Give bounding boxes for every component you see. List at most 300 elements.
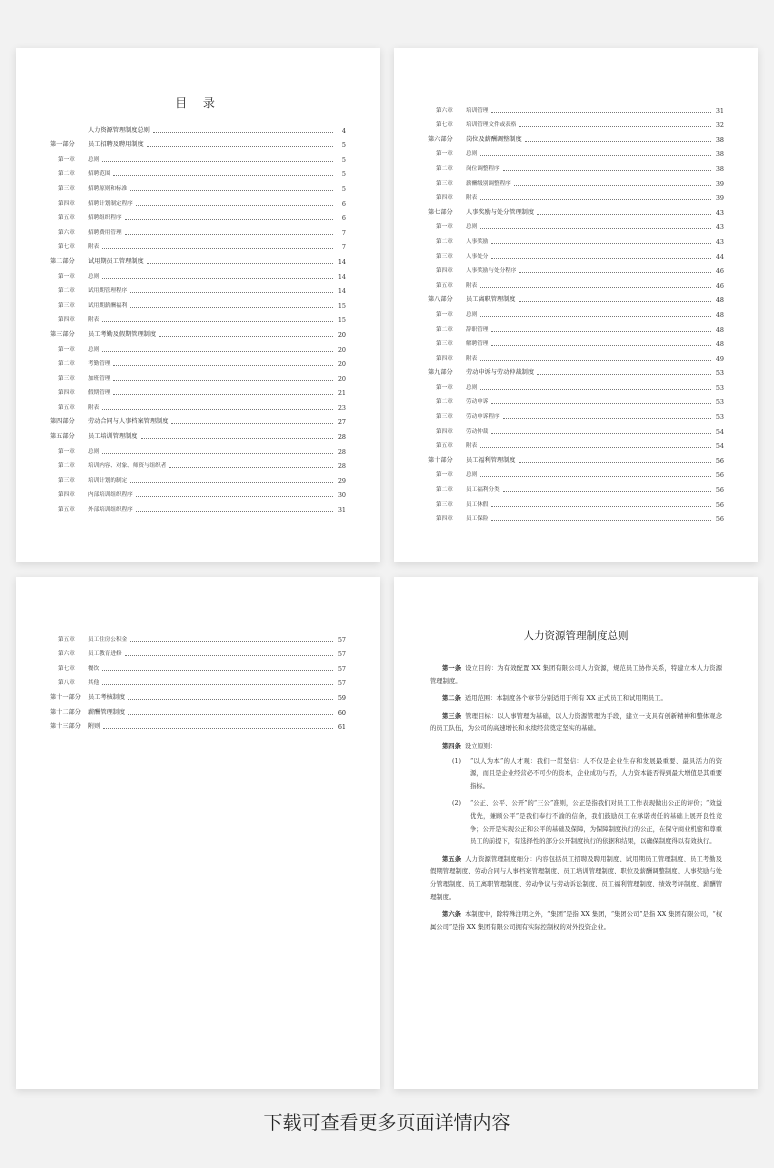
toc-leader-dots	[136, 205, 333, 206]
toc-entry-title: 考勤管理	[88, 361, 111, 368]
toc-entry-title: 劳动申诉程序	[466, 414, 500, 421]
toc-entry-number: 第二章	[58, 288, 75, 295]
toc-entry-title: 总则	[88, 156, 100, 163]
toc-entry-title: 劳动申诉	[466, 399, 489, 406]
toc-entry-number: 第二章	[436, 326, 453, 333]
toc-leader-dots	[136, 511, 333, 512]
toc-entry[interactable]	[50, 149, 346, 164]
toc-leader-dots	[102, 409, 333, 410]
article-2	[430, 693, 722, 706]
article-text: 设立原则：	[464, 742, 497, 750]
toc-page-number: 31	[715, 106, 724, 115]
toc-page-number: 6	[341, 199, 346, 208]
toc-entry-number: 第一章	[58, 156, 75, 163]
toc-page-number: 46	[715, 267, 724, 276]
toc-entry-title: 人事奖励与处分管理制度	[466, 208, 535, 216]
toc-entry-number: 第二章	[436, 487, 453, 494]
document-title: 人力资源管理制度总则	[523, 630, 629, 642]
toc-entry[interactable]	[428, 217, 724, 232]
toc-leader-dots	[514, 185, 711, 186]
toc-entry-title: 人事奖励与处分程序	[466, 268, 517, 275]
toc-page-number: 20	[337, 345, 346, 354]
toc-page-number: 27	[337, 418, 346, 427]
toc-entry[interactable]	[50, 673, 346, 688]
toc-entry-number: 第七部分	[428, 208, 453, 216]
toc-leader-dots	[102, 278, 333, 279]
article-label: 第五条	[442, 855, 462, 863]
toc-page-number: 5	[341, 141, 346, 150]
toc-entry-title: 总则	[466, 472, 478, 479]
item-number: (2)	[452, 800, 461, 808]
toc-entry-number: 第四章	[436, 268, 453, 275]
toc-page-number: 23	[337, 403, 346, 412]
toc-entry[interactable]	[428, 377, 724, 392]
toc-leader-dots	[102, 670, 333, 671]
toc-leader-dots	[102, 321, 333, 322]
toc-entry[interactable]	[428, 304, 724, 319]
toc-entry-number: 第五章	[436, 282, 453, 289]
toc-entry-number: 第二章	[436, 165, 453, 172]
toc-leader-dots	[102, 351, 333, 352]
toc-leader-dots	[113, 380, 333, 381]
toc-leader-dots	[480, 476, 711, 477]
toc-page-number: 48	[715, 310, 724, 319]
toc-entry[interactable]	[50, 251, 346, 266]
toc-entry[interactable]	[50, 208, 346, 223]
toc-entry-title: 附表	[88, 404, 100, 411]
toc-leader-dots	[480, 360, 711, 361]
toc-entry[interactable]	[428, 348, 724, 363]
toc-leader-dots	[537, 214, 711, 215]
toc-entry-number: 第三部分	[50, 330, 75, 338]
toc-entry[interactable]	[428, 188, 724, 203]
toc-entry-number: 第八章	[58, 680, 75, 687]
toc-entry-number: 第一章	[58, 346, 75, 353]
toc-page-number: 38	[715, 150, 724, 159]
toc-entry-title: 培训计划的制定	[88, 477, 128, 484]
toc-leader-dots	[128, 714, 333, 715]
item-text: “以人为本”的人才观：我们一贯坚信：人不仅是企业生存和发展最重要、最具活力的资源，而且是企业经营必不可少的资本，企业成功与否，人力资本能否得到最大增值是其重要指标。	[470, 757, 722, 790]
toc-leader-dots	[113, 394, 333, 395]
toc-entry[interactable]	[428, 509, 724, 524]
toc-entry-number: 第六章	[58, 651, 75, 658]
toc-entry-title: 餐饮	[88, 665, 100, 672]
toc-page-number: 20	[337, 330, 346, 339]
toc-page-number: 39	[715, 179, 724, 188]
toc-entry[interactable]	[50, 266, 346, 281]
toc-page-2	[394, 48, 758, 562]
toc-entry-number: 第五章	[58, 404, 75, 411]
toc-entry[interactable]	[428, 202, 724, 217]
toc-entry-title: 招聘范围	[88, 171, 111, 178]
toc-leader-dots	[480, 389, 711, 390]
toc-leader-dots	[102, 453, 333, 454]
toc-entry[interactable]	[428, 392, 724, 407]
toc-page-3	[16, 577, 380, 1089]
toc-leader-dots	[102, 161, 333, 162]
toc-entry-title: 总则	[88, 448, 100, 455]
toc-page-number: 56	[715, 486, 724, 495]
toc-leader-dots	[503, 491, 711, 492]
toc-entry[interactable]	[50, 644, 346, 659]
toc-entry-number: 第三章	[58, 302, 75, 309]
toc-entry-number: 第一章	[58, 273, 75, 280]
toc-leader-dots	[480, 287, 711, 288]
toc-entry-title: 总则	[466, 384, 478, 391]
toc-list-page-3	[50, 629, 346, 731]
toc-leader-dots	[125, 655, 333, 656]
toc-leader-dots	[480, 316, 711, 317]
toc-entry[interactable]	[428, 129, 724, 144]
toc-entry-title: 外部培训组织程序	[88, 507, 133, 514]
toc-page-number: 56	[715, 500, 724, 509]
toc-page-number: 54	[715, 427, 724, 436]
toc-entry[interactable]	[50, 426, 346, 441]
toc-entry-title: 总则	[88, 346, 100, 353]
toc-entry-title: 员工休假	[466, 501, 489, 508]
toc-entry[interactable]	[428, 144, 724, 159]
toc-entry[interactable]	[50, 164, 346, 179]
toc-leader-dots	[491, 112, 711, 113]
toc-entry-number: 第三章	[58, 477, 75, 484]
toc-entry-number: 第四章	[436, 516, 453, 523]
toc-entry-number: 第三章	[436, 414, 453, 421]
toc-leader-dots	[519, 301, 712, 302]
toc-entry-title: 劳动申诉与劳动仲裁制度	[466, 369, 535, 377]
toc-entry-number: 第二章	[58, 361, 75, 368]
article-1	[430, 663, 722, 688]
toc-page-1	[16, 48, 380, 562]
toc-page-number: 20	[337, 374, 346, 383]
toc-leader-dots	[491, 520, 711, 521]
toc-page-number: 43	[715, 208, 724, 217]
toc-leader-dots	[141, 438, 334, 439]
toc-page-number: 61	[337, 723, 346, 732]
toc-entry-title: 招聘计划制定程序	[88, 200, 133, 207]
toc-page-number: 43	[715, 237, 724, 246]
toc-entry-number: 第一部分	[50, 141, 75, 149]
toc-leader-dots	[128, 699, 333, 700]
toc-page-number: 39	[715, 194, 724, 203]
toc-page-number: 57	[337, 650, 346, 659]
toc-page-number: 14	[337, 272, 346, 281]
toc-page-number: 4	[341, 126, 346, 135]
toc-entry[interactable]	[428, 465, 724, 480]
toc-entry-title: 附表	[466, 443, 478, 450]
toc-entry[interactable]	[50, 441, 346, 456]
toc-page-number: 57	[337, 664, 346, 673]
toc-leader-dots	[103, 728, 333, 729]
toc-leader-dots	[480, 447, 711, 448]
toc-entry-title: 加班管理	[88, 375, 111, 382]
article-label: 第四条	[442, 742, 461, 750]
toc-entry-title: 招聘费用管理	[88, 229, 122, 236]
toc-entry-title: 总则	[466, 151, 478, 158]
toc-page-number: 32	[715, 121, 724, 130]
toc-leader-dots	[171, 423, 333, 424]
article-6	[430, 909, 722, 934]
toc-leader-dots	[491, 243, 711, 244]
toc-entry[interactable]	[50, 470, 346, 485]
toc-entry-title: 岗位及薪酬调整制度	[466, 135, 522, 143]
toc-entry[interactable]	[50, 412, 346, 427]
toc-entry-number: 第四章	[436, 355, 453, 362]
toc-entry[interactable]	[50, 310, 346, 325]
toc-entry[interactable]	[50, 383, 346, 398]
toc-entry[interactable]	[428, 158, 724, 173]
toc-entry-title: 员工保险	[466, 516, 489, 523]
toc-entry-number: 第六章	[436, 107, 453, 114]
toc-leader-dots	[503, 170, 711, 171]
toc-entry[interactable]	[50, 178, 346, 193]
toc-entry-number: 第六部分	[428, 135, 453, 143]
toc-page-number: 7	[341, 228, 346, 237]
toc-entry[interactable]	[50, 193, 346, 208]
toc-leader-dots	[102, 684, 333, 685]
toc-entry[interactable]	[50, 456, 346, 471]
toc-page-number: 15	[337, 316, 346, 325]
toc-entry-title: 薪酬管理制度	[88, 708, 126, 716]
toc-leader-dots	[130, 292, 333, 293]
toc-entry[interactable]	[50, 281, 346, 296]
toc-leader-dots	[491, 345, 711, 346]
article-5	[430, 854, 722, 904]
toc-page-number: 46	[715, 281, 724, 290]
toc-entry-number: 第五章	[58, 215, 75, 222]
toc-leader-dots	[136, 496, 333, 497]
toc-entry[interactable]	[428, 290, 724, 305]
toc-entry[interactable]	[50, 397, 346, 412]
toc-leader-dots	[491, 403, 711, 404]
document-page-general-rules	[394, 577, 758, 1089]
toc-entry-title: 培训管理	[466, 107, 489, 114]
toc-entry[interactable]	[50, 237, 346, 252]
toc-entry-number: 第七章	[58, 244, 75, 251]
toc-entry-title: 人事处分	[466, 253, 489, 260]
toc-page-number: 48	[715, 296, 724, 305]
toc-entry[interactable]	[50, 629, 346, 644]
toc-entry[interactable]	[50, 499, 346, 514]
toc-page-number: 38	[715, 164, 724, 173]
toc-entry-title: 内部培训组织程序	[88, 492, 133, 499]
toc-page-number: 53	[715, 398, 724, 407]
toc-entry[interactable]	[50, 339, 346, 354]
toc-entry-title: 培训内容、对象、师资与组织者	[88, 463, 167, 470]
toc-entry-number: 第三章	[58, 185, 75, 192]
toc-entry-title: 劳动仲裁	[466, 428, 489, 435]
toc-entry-title: 员工住房公积金	[88, 636, 128, 643]
toc-entry[interactable]	[428, 231, 724, 246]
toc-page-number: 14	[337, 287, 346, 296]
toc-entry[interactable]	[50, 324, 346, 339]
toc-entry-number: 第一章	[58, 448, 75, 455]
toc-page-number: 30	[337, 491, 346, 500]
toc-entry-number: 第五章	[58, 507, 75, 514]
principle-item-2	[452, 798, 722, 848]
toc-leader-dots	[491, 331, 711, 332]
toc-entry[interactable]	[50, 295, 346, 310]
toc-entry[interactable]	[50, 222, 346, 237]
toc-page-number: 5	[341, 184, 346, 193]
toc-entry[interactable]	[428, 319, 724, 334]
toc-entry-number: 第四章	[58, 390, 75, 397]
toc-entry-title: 附表	[88, 317, 100, 324]
toc-entry-title: 辞职管理	[466, 326, 489, 333]
toc-entry-title: 招聘组织程序	[88, 215, 122, 222]
toc-leader-dots	[130, 307, 333, 308]
toc-page-number: 28	[337, 433, 346, 442]
toc-page-number: 49	[715, 354, 724, 363]
toc-entry-number: 第十二部分	[50, 708, 81, 716]
toc-page-number: 56	[715, 471, 724, 480]
article-label: 第二条	[442, 695, 461, 703]
toc-leader-dots	[519, 126, 711, 127]
toc-leader-dots	[147, 146, 333, 147]
toc-entry[interactable]	[50, 135, 346, 150]
toc-page-number: 54	[715, 442, 724, 451]
toc-entry-number: 第四章	[436, 195, 453, 202]
toc-page-number: 7	[341, 243, 346, 252]
article-4	[430, 741, 722, 754]
toc-entry-number: 第二章	[436, 399, 453, 406]
toc-leader-dots	[153, 132, 333, 133]
toc-entry-number: 第三章	[436, 501, 453, 508]
toc-entry[interactable]	[50, 702, 346, 717]
toc-entry[interactable]	[50, 717, 346, 732]
toc-leader-dots	[480, 155, 711, 156]
toc-page-number: 56	[715, 515, 724, 524]
toc-entry-title: 薪酬级别调整程序	[466, 180, 511, 187]
toc-leader-dots	[113, 365, 333, 366]
toc-page-number: 5	[341, 155, 346, 164]
toc-entry-number: 第五部分	[50, 433, 75, 441]
toc-entry-number: 第八部分	[428, 296, 453, 304]
toc-entry-number: 第二章	[436, 238, 453, 245]
toc-entry-number: 第一章	[436, 472, 453, 479]
principle-item-1	[452, 756, 722, 794]
toc-entry-title: 人事奖励	[466, 238, 489, 245]
toc-leader-dots	[491, 258, 711, 259]
toc-entry-title: 培训管理文件或表格	[466, 122, 517, 129]
toc-entry[interactable]	[50, 485, 346, 500]
article-text: 适用范围：本制度各个章节分别适用于所有 XX 正式员工和试用期员工。	[464, 695, 667, 703]
toc-entry-title: 附表	[466, 195, 478, 202]
toc-entry[interactable]	[428, 173, 724, 188]
toc-entry[interactable]	[428, 436, 724, 451]
toc-entry[interactable]	[428, 100, 724, 115]
toc-list-page-1	[50, 120, 346, 514]
toc-page-number: 15	[337, 301, 346, 310]
toc-entry-title: 人力资源管理制度总则	[88, 126, 150, 134]
toc-entry[interactable]	[50, 368, 346, 383]
toc-page-number: 14	[337, 257, 346, 266]
toc-entry-title: 员工招聘及聘用制度	[88, 141, 144, 149]
toc-list-page-2	[428, 100, 724, 523]
article-text: 管理目标：以人事管理为基础，以人力资源管理为手段，建立一支具有创新精神和整体观念的员工队伍，为公司的高速增长和永续经营奠定坚实的基础。	[430, 712, 723, 733]
toc-entry-number: 第一章	[436, 151, 453, 158]
toc-entry[interactable]	[428, 450, 724, 465]
toc-entry-title: 附表	[466, 355, 478, 362]
toc-entry-title: 招聘原则和标准	[88, 185, 128, 192]
article-text: 人力资源管理制度细分：内容包括员工招聘及聘用制度、试用期员工管理制度、员工考勤及假期管理制度、劳动合同与人事档案管理制度、员工培训管理制度、职位及薪酬调整制度、人事奖励与处分管理制度、员工离职管理制度、劳动争议与劳动诉讼制度、员工福利管理制度、绩效考评制度、薪酬管理制度。	[430, 855, 723, 901]
toc-entry-number: 第三章	[436, 341, 453, 348]
toc-entry-number: 第四部分	[50, 418, 75, 426]
toc-leader-dots	[125, 219, 333, 220]
toc-page-number: 53	[715, 383, 724, 392]
toc-entry-number: 第四章	[58, 200, 75, 207]
toc-entry[interactable]	[428, 275, 724, 290]
toc-entry-title: 试用期薪酬福利	[88, 302, 128, 309]
toc-entry-number: 第三章	[436, 180, 453, 187]
toc-entry-number: 第三章	[436, 253, 453, 260]
toc-entry-title: 附则	[88, 723, 101, 731]
toc-leader-dots	[480, 199, 711, 200]
toc-entry[interactable]	[428, 421, 724, 436]
toc-entry-number: 第十一部分	[50, 693, 81, 701]
toc-entry-number: 第七章	[58, 665, 75, 672]
toc-page-number: 53	[715, 413, 724, 422]
toc-entry-number: 第一章	[436, 311, 453, 318]
toc-entry-title: 员工离职管理制度	[466, 296, 516, 304]
toc-entry[interactable]	[428, 406, 724, 421]
toc-entry-title: 员工福利分类	[466, 487, 500, 494]
toc-page-number: 29	[337, 476, 346, 485]
article-text: 设立目的：为有效配置 XX 集团有限公司人力资源，规范员工协作关系，特建立本人力资源管理制度。	[430, 665, 722, 685]
toc-entry[interactable]	[428, 334, 724, 349]
toc-entry[interactable]	[50, 354, 346, 369]
toc-page-number: 6	[341, 214, 346, 223]
toc-entry-title: 总则	[466, 224, 478, 231]
toc-entry-title: 附表	[466, 282, 478, 289]
article-label: 第三条	[442, 712, 462, 720]
toc-entry[interactable]	[428, 363, 724, 378]
toc-leader-dots	[169, 467, 333, 468]
toc-entry[interactable]	[428, 494, 724, 509]
toc-entry-title: 试用期员工管理制度	[88, 257, 144, 265]
toc-entry-title: 总则	[88, 273, 100, 280]
toc-entry-number: 第四章	[58, 317, 75, 324]
toc-leader-dots	[159, 336, 333, 337]
toc-page-number: 59	[337, 693, 346, 702]
toc-entry[interactable]	[50, 658, 346, 673]
toc-entry[interactable]	[50, 120, 346, 135]
toc-title: 目 录	[175, 96, 221, 110]
toc-leader-dots	[537, 374, 711, 375]
toc-entry[interactable]	[428, 246, 724, 261]
toc-leader-dots	[519, 462, 712, 463]
toc-entry-title: 员工考勤及假期管理制度	[88, 330, 157, 338]
toc-entry-title: 劳动合同与人事档案管理制度	[88, 418, 169, 426]
toc-leader-dots	[113, 175, 333, 176]
toc-entry[interactable]	[50, 687, 346, 702]
toc-entry[interactable]	[428, 479, 724, 494]
toc-leader-dots	[525, 141, 711, 142]
toc-entry-title: 员工培训管理制度	[88, 433, 138, 441]
toc-entry-number: 第四章	[58, 492, 75, 499]
toc-page-number: 5	[341, 170, 346, 179]
article-label: 第六条	[442, 911, 461, 919]
toc-entry[interactable]	[428, 115, 724, 130]
toc-entry-number: 第三章	[58, 375, 75, 382]
toc-leader-dots	[480, 228, 711, 229]
toc-entry-title: 员工考核制度	[88, 693, 126, 701]
toc-entry[interactable]	[428, 261, 724, 276]
toc-entry-number: 第二部分	[50, 257, 75, 265]
toc-page-number: 53	[715, 369, 724, 378]
toc-page-number: 20	[337, 360, 346, 369]
toc-leader-dots	[130, 482, 333, 483]
item-text: “公正、公平、公开”的“三公”准则，公正是指我们对员工工作表现做出公正的评价；“效益优先，兼顾公平”是我们奉行不渝的信条，我们鼓励员工在承诺责任的基础上展开良性竞争；公开是实现公正和公平的基础及保障，为保障制度执行的公正，在保守商业机密和尊重员工的前提下，有选择性的部分公开制度执行的依据和结果，以确保制度得以有效执行。	[470, 800, 722, 846]
